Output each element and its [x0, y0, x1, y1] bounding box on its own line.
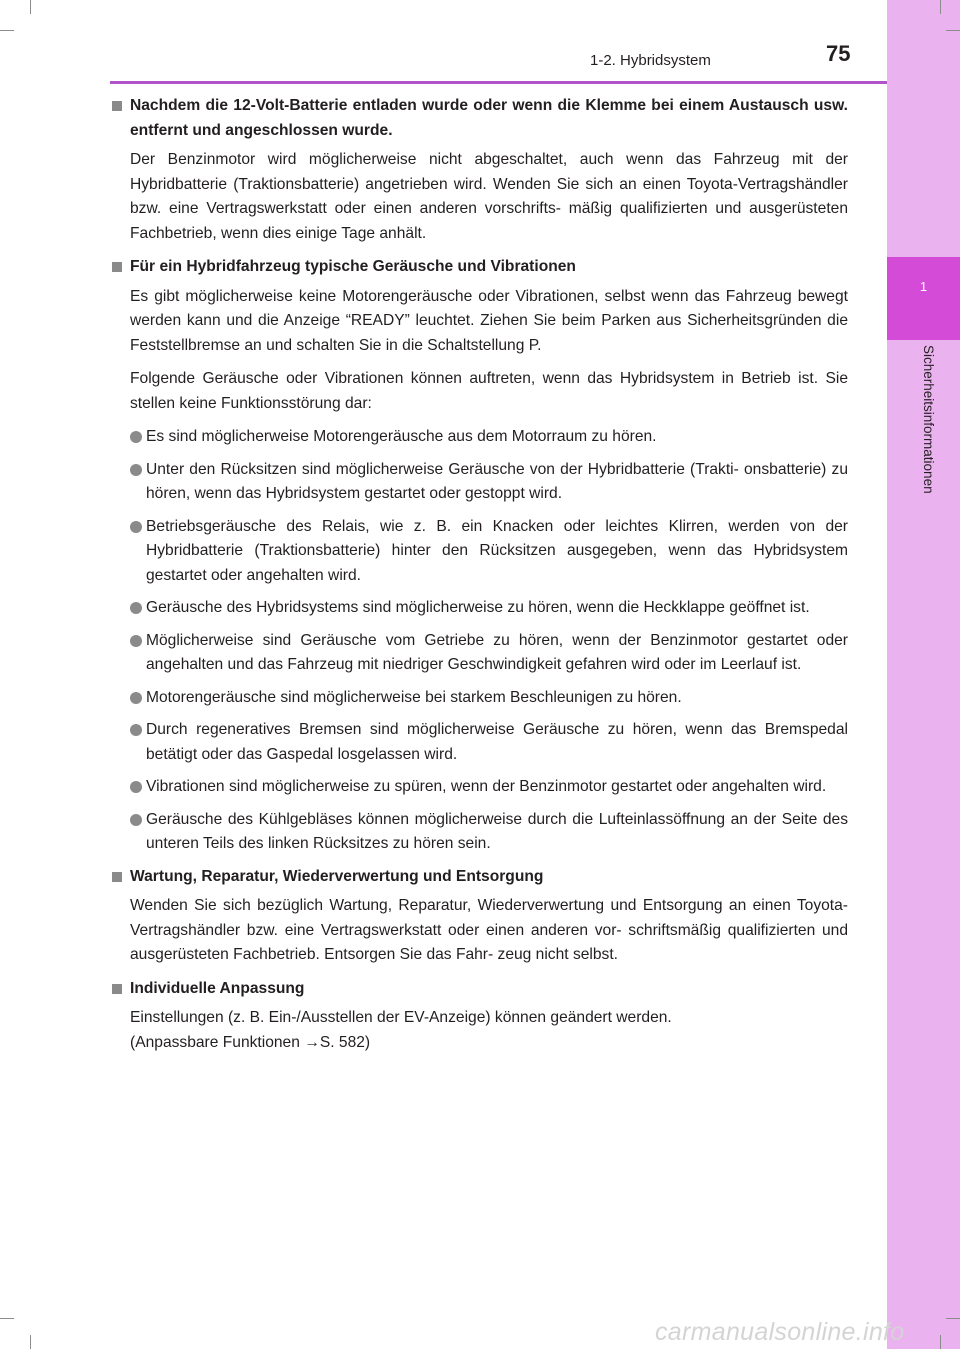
crop-mark [940, 1335, 941, 1349]
list-item [130, 686, 848, 711]
list-item-text: Betriebsgeräusche des Relais, wie z. B. ein Knacken oder leichtes Klirren, werden von der Hybridbatterie (Traktionsbatterie) hinter den Rücksitzen ausgegeben, wenn das Hybridsystem gestartet oder angehalten wird. [146, 517, 848, 584]
list-item-text: Möglicherweise sind Geräusche vom Getriebe zu hören, wenn der Benzinmotor gestartet oder angehalten und das Fahrzeug mit niedriger Geschwindigkeit gefahren wird oder im Leerlauf ist. [146, 631, 848, 673]
header-divider [110, 81, 887, 84]
crop-mark [30, 0, 31, 14]
paragraph: Folgende Geräusche oder Vibrationen können auftreten, wenn das Hybridsystem in Betrieb ist. Sie stellen keine Funktionsstörung dar: [130, 370, 848, 412]
square-bullet-icon [112, 101, 122, 111]
paragraph: Es gibt möglicherweise keine Motorengeräusche oder Vibrationen, selbst wenn das Fahrzeug bewegt werden kann und die Anzeige “READY” leuchtet. Ziehen Sie beim Parken aus Sicherheitsgründen die Feststellbremse an und schalten Sie in die Schaltstellung P. [130, 287, 848, 354]
square-bullet-icon [112, 872, 122, 882]
list-item [130, 596, 848, 621]
list-item [130, 718, 848, 767]
page-number: 75 [826, 41, 851, 66]
heading-text: Wartung, Reparatur, Wiederverwertung und Entsorgung [130, 867, 544, 885]
crop-mark [0, 30, 14, 31]
crop-mark [30, 1335, 31, 1349]
crop-mark [946, 30, 960, 31]
chapter-label: Sicherheitsinformationen [921, 345, 936, 494]
round-bullet-icon [130, 464, 142, 476]
page-content [110, 94, 848, 1064]
square-bullet-icon [112, 984, 122, 994]
paragraph: Der Benzinmotor wird möglicherweise nicht abgeschaltet, auch wenn das Fahrzeug mit der Hybridbatterie (Traktionsbatterie) angetrieben wird. Wenden Sie sich an einen Toyota-Vertragshändler bzw. eine Vertragswerkstatt oder einen anderen vorschrifts- mäßig qualifizierten und ausgerüsteten Fachbetrieb, wenn dies einige Tage anhält. [130, 151, 848, 242]
crop-mark [946, 1318, 960, 1319]
round-bullet-icon [130, 692, 142, 704]
list-item-text: Unter den Rücksitzen sind möglicherweise Geräusche von der Hybridbatterie (Trakti- onsbatterie) zu hören, wenn das Hybridsystem gestartet oder gestoppt wird. [146, 460, 848, 502]
heading-text: Für ein Hybridfahrzeug typische Geräusche und Vibrationen [130, 258, 576, 275]
list-item [130, 425, 848, 450]
round-bullet-icon [130, 814, 142, 826]
paragraph: Einstellungen (z. B. Ein-/Ausstellen der EV-Anzeige) können geändert werden. [130, 1009, 672, 1026]
list-item-text: Geräusche des Kühlgebläses können möglicherweise durch die Lufteinlassöffnung an der Seite des unteren Teils des linken Rücksitzes zu hören sein. [146, 810, 848, 852]
list-item-text: Geräusche des Hybridsystems sind möglicherweise zu hören, wenn die Heckklappe geöffnet ist. [146, 599, 810, 616]
crop-mark [940, 0, 941, 14]
section-heading [110, 865, 848, 890]
chapter-number: 1 [919, 279, 928, 294]
paragraph: Wenden Sie sich bezüglich Wartung, Reparatur, Wiederverwertung und Entsorgung an einen Toyota-Vertragshändler bzw. eine Vertragswerkstatt oder einen anderen vor- schriftsmäßig qualifizierten und ausgerüsteten Fachbetrieb. Entsorgen Sie das Fahr- zeug nicht selbst. [130, 897, 848, 963]
round-bullet-icon [130, 521, 142, 533]
round-bullet-icon [130, 724, 142, 736]
watermark: carmanualsonline.info [655, 1318, 905, 1346]
list-item-text: Es sind möglicherweise Motorengeräusche aus dem Motorraum zu hören. [146, 428, 657, 445]
list-item [130, 458, 848, 507]
list-item [130, 515, 848, 589]
section-title: 1-2. Hybridsystem [590, 52, 711, 69]
round-bullet-icon [130, 781, 142, 793]
section-heading [110, 255, 848, 280]
crop-mark [0, 1318, 14, 1319]
list-item-text: Motorengeräusche sind möglicherweise bei starkem Beschleunigen zu hören. [146, 688, 682, 706]
heading-text: Nachdem die 12-Volt-Batterie entladen wurde oder wenn die Klemme bei einem Austausch usw. entfernt und angeschlossen wurde. [130, 97, 848, 139]
chapter-side-tab [887, 0, 960, 1349]
square-bullet-icon [112, 262, 122, 272]
section-heading [110, 94, 848, 143]
list-item-text: Durch regeneratives Bremsen sind möglicherweise Geräusche zu hören, wenn das Bremspedal betätigt oder das Gaspedal losgelassen wird. [146, 721, 848, 763]
list-item [130, 808, 848, 857]
heading-text: Individuelle Anpassung [130, 979, 305, 997]
round-bullet-icon [130, 635, 142, 647]
list-item [130, 775, 848, 800]
list-item [130, 629, 848, 678]
round-bullet-icon [130, 602, 142, 614]
list-item-text: Vibrationen sind möglicherweise zu spüren, wenn der Benzinmotor gestartet oder angehalten wird. [146, 778, 827, 795]
cross-reference: (Anpassbare Funktionen →S. 582) [130, 1033, 371, 1051]
section-heading [110, 977, 848, 1002]
chapter-number-box [887, 257, 960, 340]
round-bullet-icon [130, 431, 142, 443]
